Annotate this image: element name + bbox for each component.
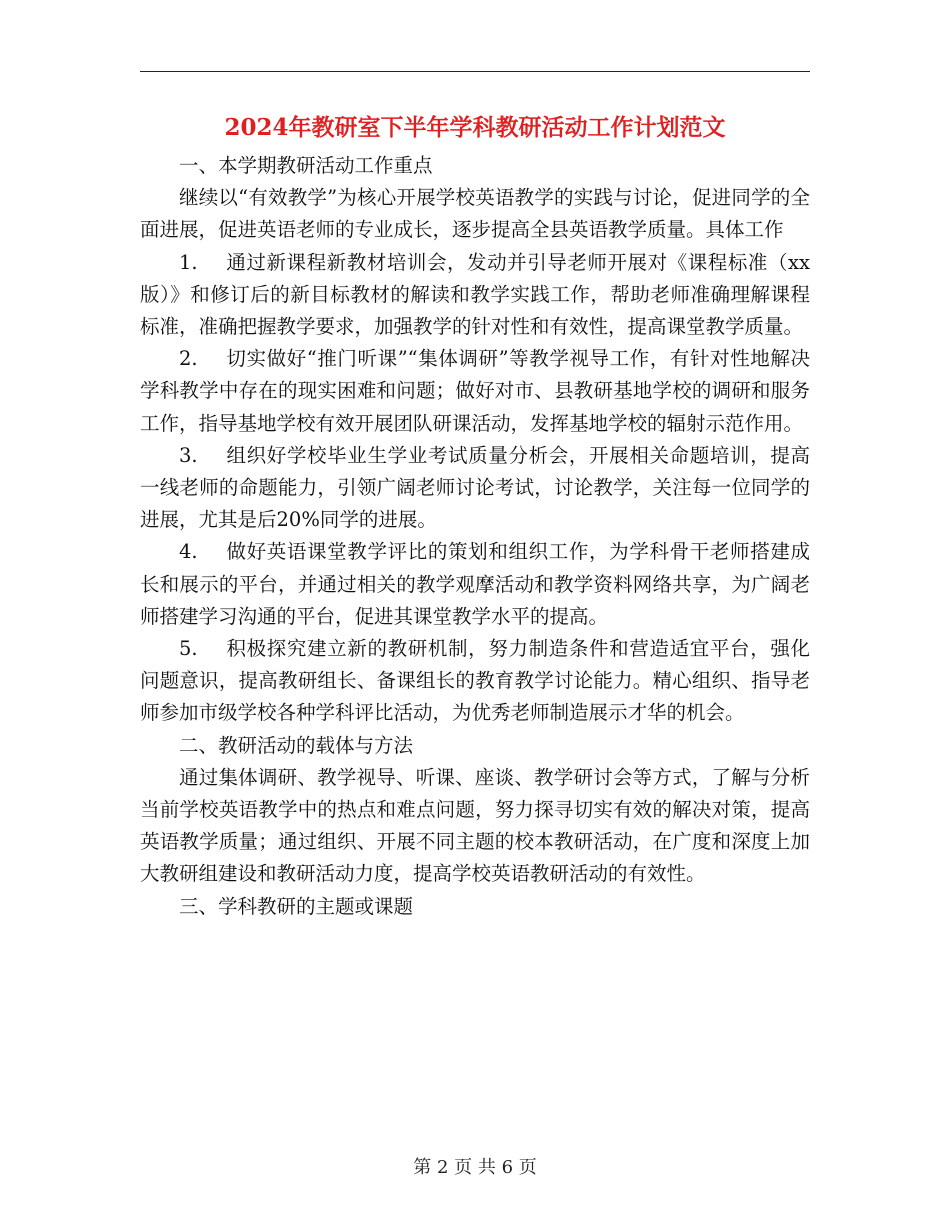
methods-paragraph: 通过集体调研、教学视导、听课、座谈、教学研讨会等方式，了解与分析当前学校英语教学中的热点和难点问题，努力探寻切实有效的解决对策，提高英语教学质量；通过组织、开展不同主题的校本教研活动，在广度和深度上加大教研组建设和教研活动力度，提高学校英语教研活动的有效性。: [140, 765, 810, 886]
list-item: [140, 247, 810, 344]
list-item-number: 4.: [179, 540, 198, 564]
list-item-number: 2.: [179, 347, 198, 371]
list-item: [140, 343, 810, 440]
list-item: [140, 633, 810, 730]
intro-paragraph: 继续以“有效教学”为核心开展学校英语教学的实践与讨论，促进同学的全面进展，促进英语老师的专业成长，逐步提高全县英语教学质量。具体工作: [140, 186, 810, 242]
list-item: [140, 440, 810, 537]
list-item-number: 5.: [179, 637, 198, 661]
list-item: [140, 536, 810, 633]
document-title: 2024年教研室下半年学科教研活动工作计划范文: [224, 114, 726, 141]
header-rule: [140, 71, 810, 72]
page-number: 第 2 页 共 6 页: [413, 1157, 537, 1178]
section-heading-1: 一、本学期教研活动工作重点: [179, 154, 433, 177]
document-body: [140, 150, 810, 923]
list-item-text: 积极探究建立新的教研机制，努力制造条件和营造适宜平台，强化问题意识，提高教研组长、备课组长的教育教学讨论能力。精心组织、指导老师参加市级学校各种学科评比活动，为优秀老师制造展示才华的机会。: [140, 637, 810, 725]
section-heading-2: 二、教研活动的载体与方法: [179, 733, 414, 757]
section-heading-3: 三、学科教研的主题或课题: [179, 894, 414, 918]
list-item-number: 3.: [179, 443, 198, 467]
list-item-number: 1.: [179, 250, 198, 274]
list-item-text: 通过新课程新教材培训会，发动并引导老师开展对《课程标准（xx版）》和修订后的新目标教材的解读和教学实践工作，帮助老师准确理解课程标准，准确把握教学要求，加强教学的针对性和有效性，提高课堂教学质量。: [140, 250, 810, 339]
list-item-text: 做好英语课堂教学评比的策划和组织工作，为学科骨干老师搭建成长和展示的平台，并通过相关的教学观摩活动和教学资料网络共享，为广阔老师搭建学习沟通的平台，促进其课堂教学水平的提高。: [140, 540, 810, 628]
list-item-text: 切实做好“推门听课”“集体调研”等教学视导工作，有针对性地解决学科教学中存在的现实困难和问题；做好对市、县教研基地学校的调研和服务工作，指导基地学校有效开展团队研课活动，发挥基地学校的辐射示范作用。: [140, 347, 810, 435]
list-item-text: 组织好学校毕业生学业考试质量分析会，开展相关命题培训，提高一线老师的命题能力，引领广阔老师讨论考试，讨论教学，关注每一位同学的进展，尤其是后20%同学的进展。: [140, 443, 810, 532]
